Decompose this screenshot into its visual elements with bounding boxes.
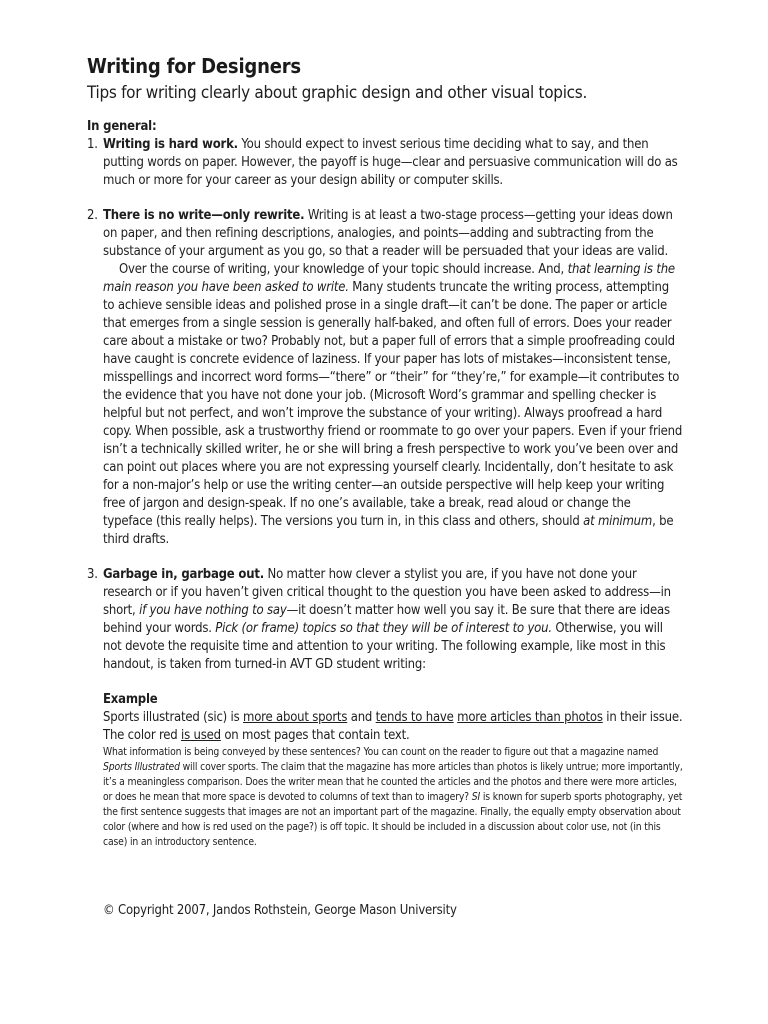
underlined-phrase: is used	[181, 728, 221, 743]
tip-number: 1.	[87, 137, 98, 152]
tip-item-1	[87, 136, 683, 190]
tip-number: 2.	[87, 208, 98, 223]
emphasis-text: Pick (or frame) topics so that they will be of interest to you.	[215, 621, 552, 636]
tip-paragraph	[103, 207, 683, 261]
tip-heading: Garbage in, garbage out.	[103, 567, 265, 582]
example-heading: Example	[103, 692, 158, 707]
copyright-notice: © Copyright 2007, Jandos Rothstein, George Mason University	[103, 903, 457, 918]
emphasis-text: that learning is the main reason you have been asked to write.	[103, 262, 675, 295]
tip-heading: There is no write—only rewrite.	[103, 208, 305, 223]
tips-list	[87, 136, 683, 850]
underlined-phrase: more about sports	[243, 710, 348, 725]
emphasis-text: at minimum	[583, 514, 653, 529]
tip-item-3	[87, 566, 683, 850]
tip-paragraph: Garbage in, garbage out. No matter how clever a stylist you are, if you have not done your research or if you haven’t given critical thought to the question you have been asked to address—in short, if you have nothing to say—it doesn’t matter how well you say it. Be sure that there are ideas behind your words. Pick (or frame) topics so that they will be of interest to you. Otherwise, you will not devote the requisite time and attention to your writing. The following example, like most in this handout, is taken from turned-in AVT GD student writing:	[103, 567, 671, 672]
page-title: Writing for Designers	[87, 54, 301, 78]
underlined-phrase: more articles than photos	[457, 710, 603, 725]
emphasis-text: SI	[471, 791, 481, 803]
tip-heading: Writing is hard work.	[103, 137, 238, 152]
page-subtitle: Tips for writing clearly about graphic design and other visual topics.	[87, 83, 587, 103]
underlined-phrase: tends to have	[375, 710, 454, 725]
example-text: Sports illustrated (sic) is more about sports and tends to have more articles than photos in their issue. The color red is used on most pages that contain text.	[103, 710, 683, 743]
section-label-general: In general:	[87, 119, 157, 134]
tip-number: 3.	[87, 567, 98, 582]
tip-paragraph	[103, 136, 683, 190]
tip-item-2	[87, 207, 683, 549]
tip-paragraph-continued: Over the course of writing, your knowledge of your topic should increase. And, that learning is the main reason you have been asked to write. Many students truncate the writing process, attempting to achieve sensible ideas and polished prose in a single draft—it can’t be done. The paper or article that emerges from a single session is generally half-baked, and often full of errors. Does your reader care about a mistake or two? Probably not, but a paper full of errors that a simple proofreading could have caught is concrete evidence of laziness. If your paper has lots of mistakes—inconsistent tense, misspellings and incorrect word forms—“there” or “their” for “they’re,” for example—it contributes to the evidence that you have not done your job. (Microsoft Word’s grammar and spelling checker is helpful but not perfect, and won’t improve the substance of your writing). Always proofread a hard copy. When possible, ask a trustworthy friend or roommate to go over your papers. Even if your friend isn’t a technically skilled writer, he or she will bring a fresh perspective to work you’ve been over and can point out places where you are not expressing yourself clearly. Incidentally, don’t hesitate to ask for a non-major’s help or use the writing center—an outside perspective will help keep your writing free of jargon and design-speak. If no one’s available, take a break, read aloud or change the typeface (this really helps). The versions you turn in, in this class and others, should at minimum, be third drafts.	[103, 262, 683, 547]
tip-text: Writing is at least a two-stage process—getting your ideas down on paper, and then refining descriptions, analogies, and points—adding and subtracting from the substance of your argument as you go, so that a reader will be persuaded that your ideas are valid.	[103, 208, 673, 259]
emphasis-text: if you have nothing to say	[139, 603, 287, 618]
emphasis-text: Sports Illustrated	[103, 761, 180, 773]
example-commentary: What information is being conveyed by these sentences? You can count on the reader to figure out that a magazine named Sports Illustrated will cover sports. The claim that the magazine has more articles than photos is likely untrue; more importantly, it’s a meaningless comparison. Does the writer mean that he counted the articles and the photos and there were more articles, or does he mean that more space is devoted to columns of text than to imagery? SI is known for superb sports photography, yet the first sentence suggests that images are not an important part of the magazine. Finally, the equally empty observation about color (where and how is red used on the page?) is off topic. It should be included in a discussion about color use, not (in this case) in an introductory sentence.	[103, 746, 683, 848]
tip-text: You should expect to invest serious time deciding what to say, and then putting words on paper. However, the payoff is huge—clear and persuasive communication will do as much or more for your career as your design ability or computer skills.	[103, 137, 678, 188]
document-page	[87, 54, 683, 850]
